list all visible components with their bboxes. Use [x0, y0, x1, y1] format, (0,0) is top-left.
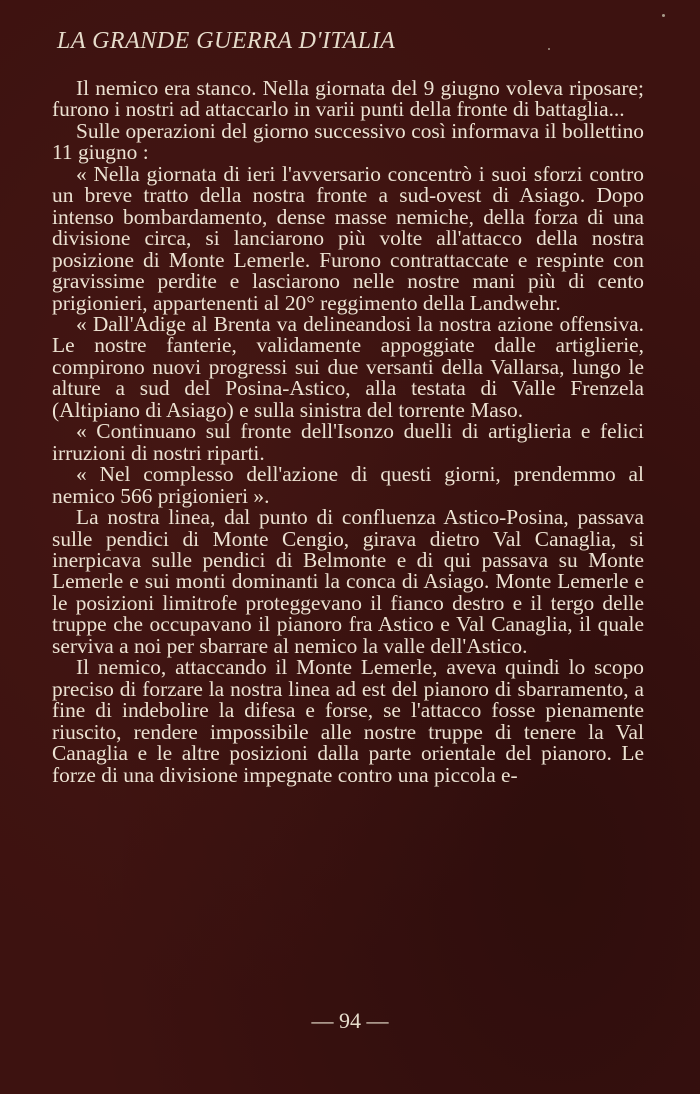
paragraph: La nostra linea, dal punto di confluenza Astico-Posina, passava sulle pendici di Monte Cengio, girava dietro Val Canaglia, si inerpicava sulle pendici di Belmonte e di qui passava su Monte Lemerle e sui monti dominanti la conca di Asiago. Monte Lemerle e le posizioni limitrofe proteggevano il fianco destro e il tergo delle truppe che occupavano il pianoro fra Astico e Val Canaglia, il quale serviva a noi per sbarrare al nemico la valle dell'Astico.: [52, 505, 644, 658]
running-header: LA GRANDE GUERRA D'ITALIA: [57, 28, 396, 54]
paragraph: « Dall'Adige al Brenta va delineandosi la nostra azione offensiva. Le nostre fanterie, validamente appoggiate dalle artiglierie, compirono nuovi progressi sui due versanti della Vallarsa, lungo le alture a sud del Posina-Astico, alla testata di Valle Frenzela (Altipiano di Asiago) e sulla sinistra del torrente Maso.: [52, 311, 644, 422]
paragraph: Sulle operazioni del giorno successivo così informava il bollettino 11 giugno :: [52, 118, 644, 165]
paper-speck: [662, 14, 665, 17]
paragraph: « Nel complesso dell'azione di questi giorni, prendemmo al nemico 566 prigionieri ».: [52, 462, 644, 508]
page-number: — 94 —: [311, 1008, 389, 1033]
paragraph: Il nemico, attaccando il Monte Lemerle, aveva quindi lo scopo preciso di forzare la nostra linea ad est del pianoro di sbarramento, a fine di indebolire la difesa e forse, se l'attacco fosse pienamente riuscito, rendere impossibile alle nostre truppe di tenere la Val Canaglia e le altre posizioni dalla parte orientale del pianoro. Le forze di una divisione impegnate contro una piccola e-: [52, 655, 644, 787]
body-text: [52, 78, 644, 786]
paragraph: Il nemico era stanco. Nella giornata del 9 giugno voleva riposare; furono i nostri ad attaccarlo in varii punti della fronte di battaglia...: [52, 76, 644, 122]
paper-speck: [548, 48, 550, 50]
paragraph: « Continuano sul fronte dell'Isonzo duelli di artiglieria e felici irruzioni di nostri riparti.: [52, 419, 644, 465]
paragraph: « Nella giornata di ieri l'avversario concentrò i suoi sforzi contro un breve tratto della nostra fronte a sud-ovest di Asiago. Dopo intenso bombardamento, dense masse nemiche, della forza di una divisione circa, si lanciarono più volte all'attacco della nostra posizione di Monte Lemerle. Furono contrattaccate e respinte con gravissime perdite e lasciarono nelle nostre mani più di cento prigionieri, appartenenti al 20° reggimento della Landwehr.: [52, 161, 644, 315]
